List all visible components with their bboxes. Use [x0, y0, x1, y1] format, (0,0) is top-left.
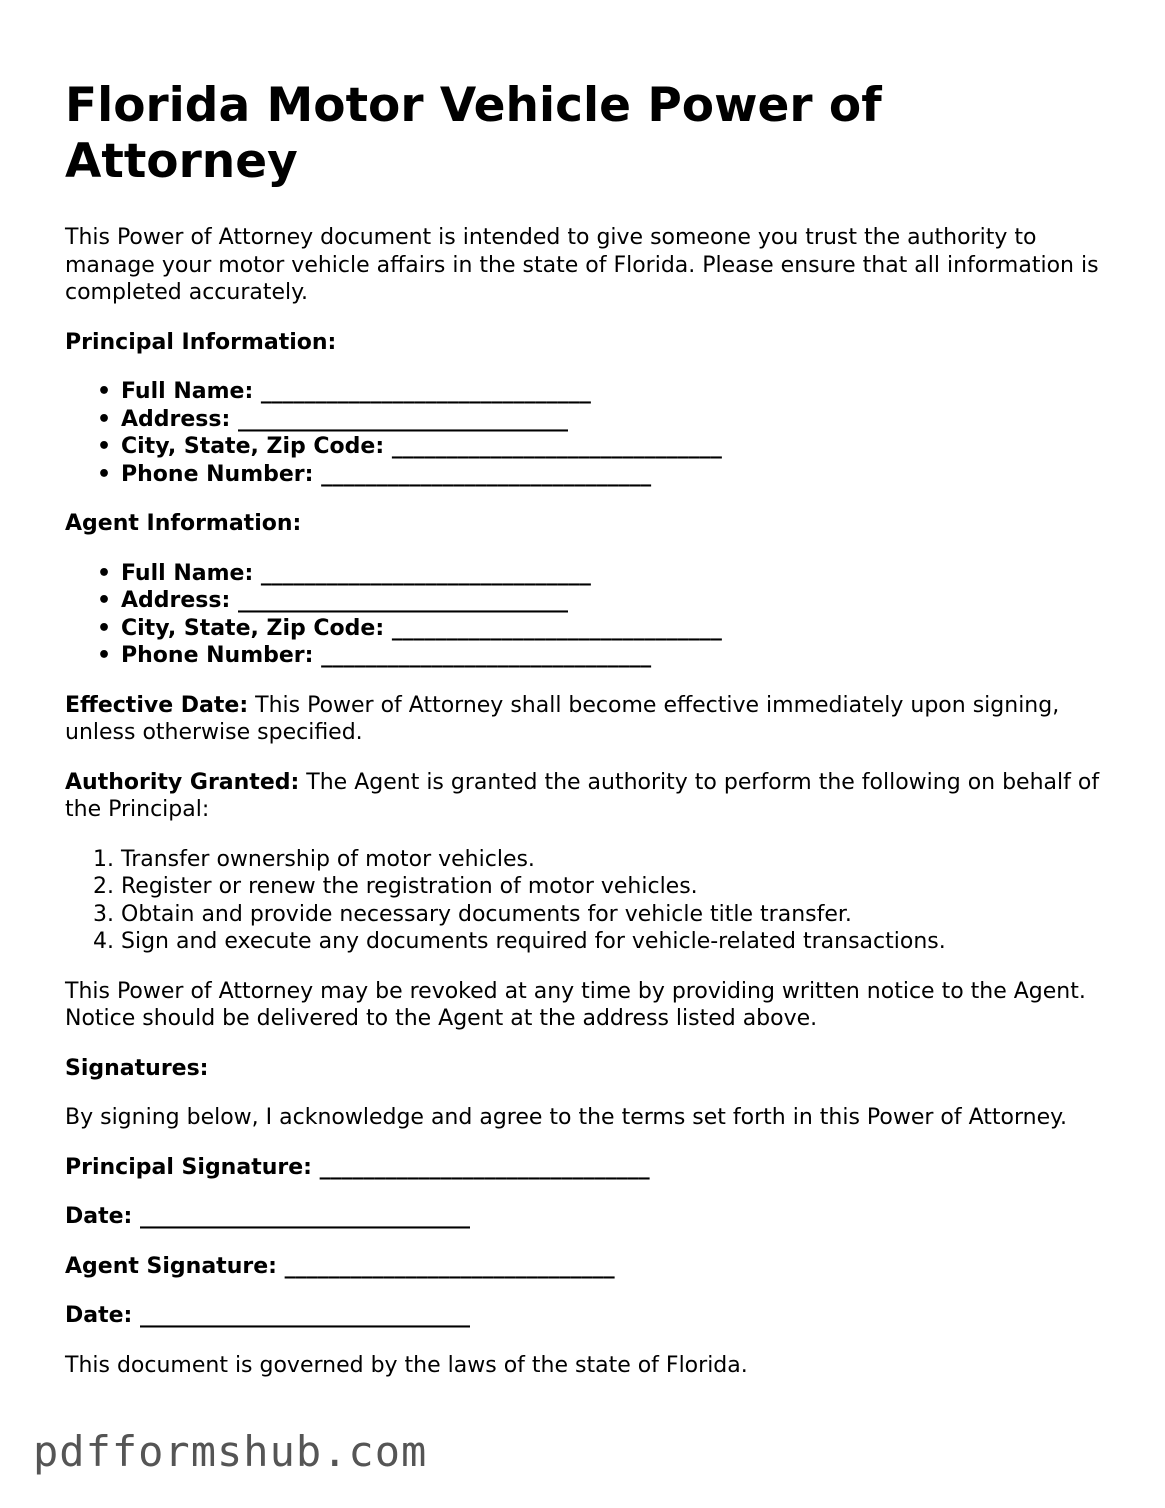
principal-city-state-zip-field[interactable]: • City, State, Zip Code: ______________________________	[121, 433, 1115, 461]
agent-full-name-field[interactable]: • Full Name: ______________________________	[121, 560, 1115, 588]
agent-heading: Agent Information:	[65, 511, 302, 536]
authority-paragraph: Authority Granted: The Agent is granted the authority to perform the following on behalf of the Principal:	[65, 769, 1100, 822]
agent-city-state-zip-field[interactable]: • City, State, Zip Code: ______________________________	[121, 615, 1115, 643]
authority-label: Authority Granted:	[65, 769, 300, 795]
acknowledge-paragraph: By signing below, I acknowledge and agree to the terms set forth in this Power of Attorney.	[65, 1105, 1067, 1130]
principal-full-name-field[interactable]: • Full Name: ______________________________	[121, 378, 1115, 406]
intro-paragraph: This Power of Attorney document is intended to give someone you trust the authority to manage your motor vehicle affairs in the state of Florida. Please ensure that all information is completed accurately.	[65, 225, 1099, 305]
agent-fields	[65, 560, 1115, 670]
principal-address-field[interactable]: • Address: ______________________________	[121, 406, 1115, 434]
agent-phone-field[interactable]: • Phone Number: ______________________________	[121, 642, 1115, 670]
signatures-heading: Signatures:	[65, 1055, 209, 1081]
authority-item: 3. Obtain and provide necessary documents for vehicle title transfer.	[93, 901, 852, 927]
governing-law-paragraph: This document is governed by the laws of the state of Florida.	[65, 1352, 748, 1378]
agent-signature-field[interactable]: Agent Signature: ______________________________	[65, 1253, 615, 1279]
effective-date-paragraph: Effective Date: This Power of Attorney shall become effective immediately upon signing, unless otherwise specified.	[65, 692, 1060, 745]
principal-fields	[65, 378, 1115, 488]
agent-date-field[interactable]: Date: ______________________________	[65, 1303, 471, 1328]
effective-date-label: Effective Date:	[65, 692, 249, 718]
authority-item: 4. Sign and execute any documents required for vehicle-related transactions.	[93, 929, 946, 954]
watermark: pdfformshub.com	[33, 1427, 428, 1476]
principal-date-field[interactable]: Date: ______________________________	[65, 1204, 471, 1229]
agent-address-field[interactable]: • Address: ______________________________	[121, 587, 1115, 615]
principal-phone-field[interactable]: • Phone Number: ______________________________	[121, 461, 1115, 489]
principal-heading: Principal Information:	[65, 329, 337, 355]
authority-item: 2. Register or renew the registration of motor vehicles.	[93, 874, 698, 899]
document-page	[65, 78, 1115, 1401]
authority-list	[65, 846, 1115, 956]
document-title: Florida Motor Vehicle Power of Attorney	[65, 78, 882, 189]
principal-signature-field[interactable]: Principal Signature: ______________________________	[65, 1154, 650, 1180]
revocation-paragraph: This Power of Attorney may be revoked at any time by providing written notice to the Agent. Notice should be delivered to the Agent at the address listed above.	[65, 978, 1086, 1031]
authority-item: 1. Transfer ownership of motor vehicles.	[93, 846, 535, 872]
